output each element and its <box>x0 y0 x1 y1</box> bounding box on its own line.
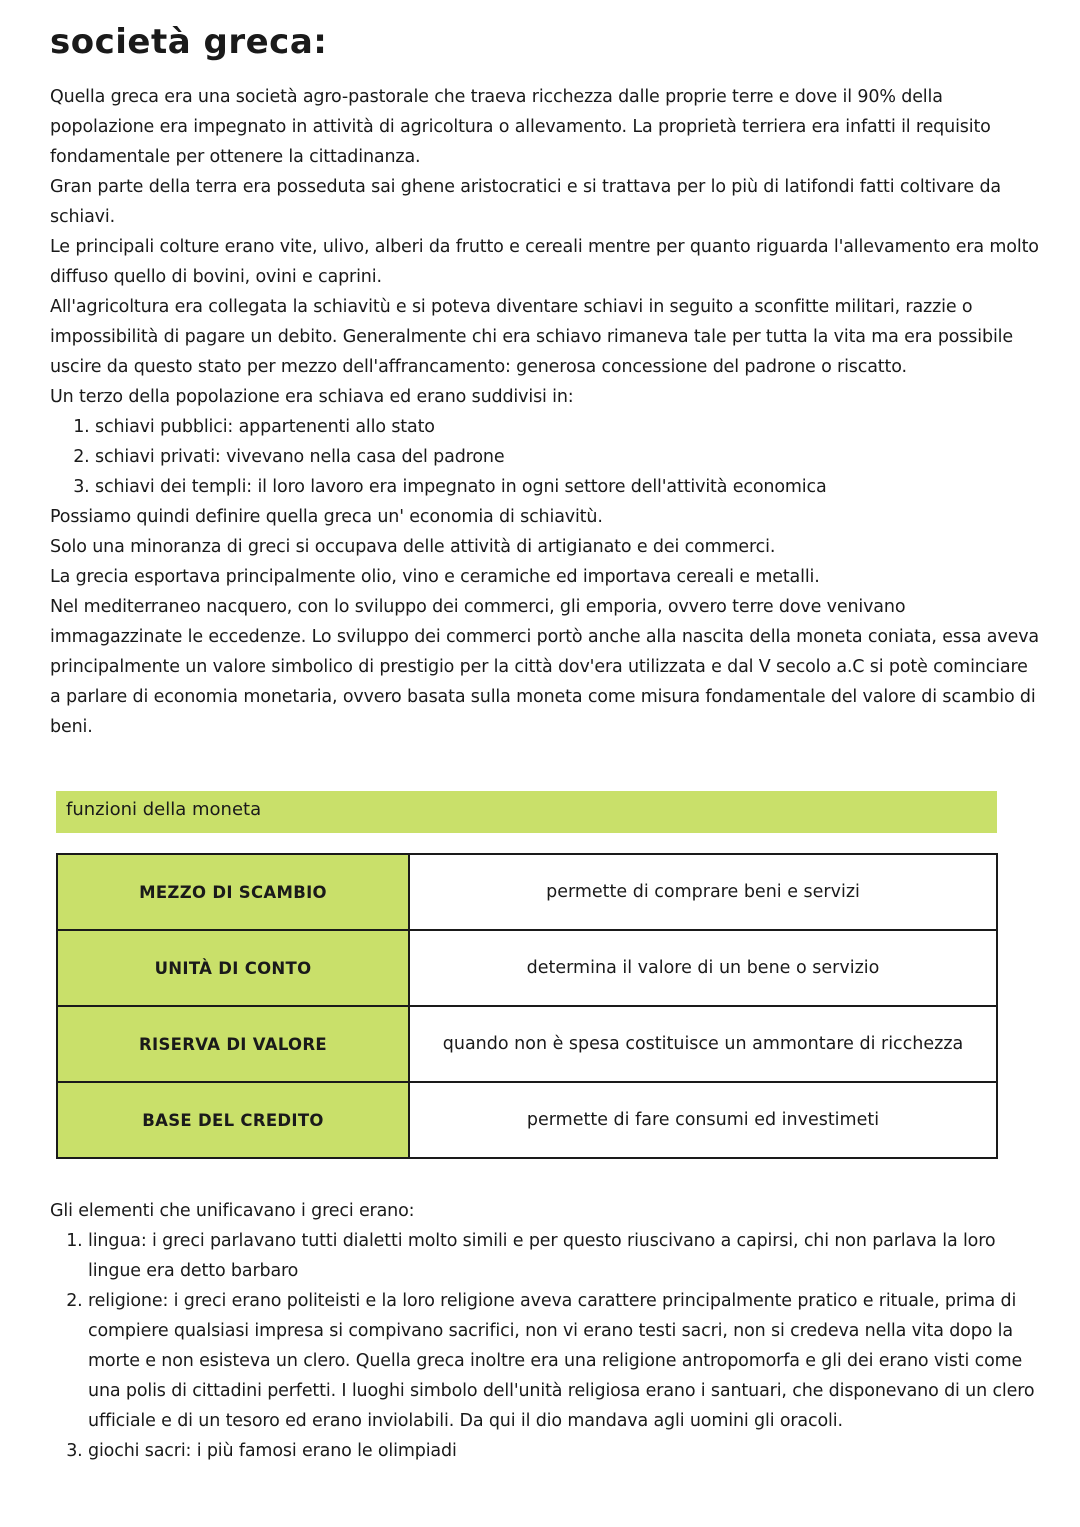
page-title: società greca: <box>50 22 328 62</box>
slave-types-list <box>50 412 1040 502</box>
paragraph-trade: La grecia esportava principalmente olio, vino e ceramiche ed importava cereali e metalli. <box>50 567 820 587</box>
function-description: quando non è spesa costituisce un ammontare di ricchezza <box>409 1006 997 1082</box>
unifying-intro: Gli elementi che unificavano i greci erano: <box>50 1201 415 1221</box>
paragraph-economy: Quella greca era una società agro-pastorale che traeva ricchezza dalle proprie terre e dove il 90% della popolazione era impegnato in attività di agricoltura o allevamento. La proprietà terriera era infatti il requisito fondamentale per ottenere la cittadinanza. <box>50 87 991 167</box>
function-label: MEZZO DI SCAMBIO <box>57 854 409 930</box>
list-item: 1. schiavi pubblici: appartenenti allo stato <box>95 412 1040 442</box>
function-label: RISERVA DI VALORE <box>57 1006 409 1082</box>
table-row <box>57 854 997 930</box>
function-description: determina il valore di un bene o servizio <box>409 930 997 1006</box>
function-label: BASE DEL CREDITO <box>57 1082 409 1158</box>
paragraph-crafts: Solo una minoranza di greci si occupava delle attività di artigianato e dei commerci. <box>50 537 776 557</box>
list-item: 3. giochi sacri: i più famosi erano le olimpiadi <box>88 1436 1040 1466</box>
paragraph-coinage: Nel mediterraneo nacquero, con lo sviluppo dei commerci, gli emporia, ovvero terre dove venivano immagazzinate le eccedenze. Lo sviluppo dei commerci portò anche alla nascita della moneta coniata, essa aveva principalmente un valore simbolico di prestigio per la città dov'era utilizzata e dal V secolo a.C si potè cominciare a parlare di economia monetaria, ovvero basata sulla moneta come misura fondamentale del valore di scambio di beni. <box>50 597 1039 737</box>
paragraph-slave-types: Un terzo della popolazione era schiava ed erano suddivisi in: <box>50 387 574 407</box>
list-item: 1. lingua: i greci parlavano tutti dialetti molto simili e per questo riuscivano a capirsi, chi non parlava la loro lingue era detto barbaro <box>88 1226 1040 1286</box>
list-item: 2. religione: i greci erano politeisti e la loro religione aveva carattere principalmente pratico e rituale, prima di compiere qualsiasi impresa si compivano sacrifici, non vi erano testi sacri, non si credeva nella vita dopo la morte e non esisteva un clero. Quella greca inoltre era una religione antropomorfa e gli dei erano visti come una polis di cittadini perfetti. I luoghi simbolo dell'unità religiosa erano i santuari, che disponevano di un clero ufficiale e di un tesoro ed erano inviolabili. Da qui il dio mandava agli uomini gli oracoli. <box>88 1286 1040 1436</box>
list-item: 3. schiavi dei templi: il loro lavoro era impegnato in ogni settore dell'attività economica <box>95 472 1040 502</box>
list-item: 2. schiavi privati: vivevano nella casa del padrone <box>95 442 1040 472</box>
intro-text <box>50 82 1040 742</box>
section-heading-text: funzioni della moneta <box>66 799 262 820</box>
paragraph-crops: Le principali colture erano vite, ulivo, alberi da frutto e cereali mentre per quanto riguarda l'allevamento era molto diffuso quello di bovini, ovini e caprini. <box>50 237 1039 287</box>
paragraph-slavery: All'agricoltura era collegata la schiavitù e si poteva diventare schiavi in seguito a sconfitte militari, razzie o impossibilità di pagare un debito. Generalmente chi era schiavo rimaneva tale per tutta la vita ma era possibile uscire da questo stato per mezzo dell'affrancamento: generosa concessione del padrone o riscatto. <box>50 297 1013 377</box>
paragraph-land: Gran parte della terra era posseduta sai ghene aristocratici e si trattava per lo più di latifondi fatti coltivare da schiavi. <box>50 177 1001 227</box>
money-functions-table <box>56 853 998 1159</box>
unifying-elements <box>50 1196 1040 1466</box>
paragraph-slave-economy: Possiamo quindi definire quella greca un' economia di schiavitù. <box>50 507 603 527</box>
function-label: UNITÀ DI CONTO <box>57 930 409 1006</box>
table-row <box>57 1082 997 1158</box>
function-description: permette di fare consumi ed investimeti <box>409 1082 997 1158</box>
table-row <box>57 930 997 1006</box>
money-section-heading <box>56 791 997 833</box>
unifying-list <box>50 1226 1040 1466</box>
table-row <box>57 1006 997 1082</box>
function-description: permette di comprare beni e servizi <box>409 854 997 930</box>
